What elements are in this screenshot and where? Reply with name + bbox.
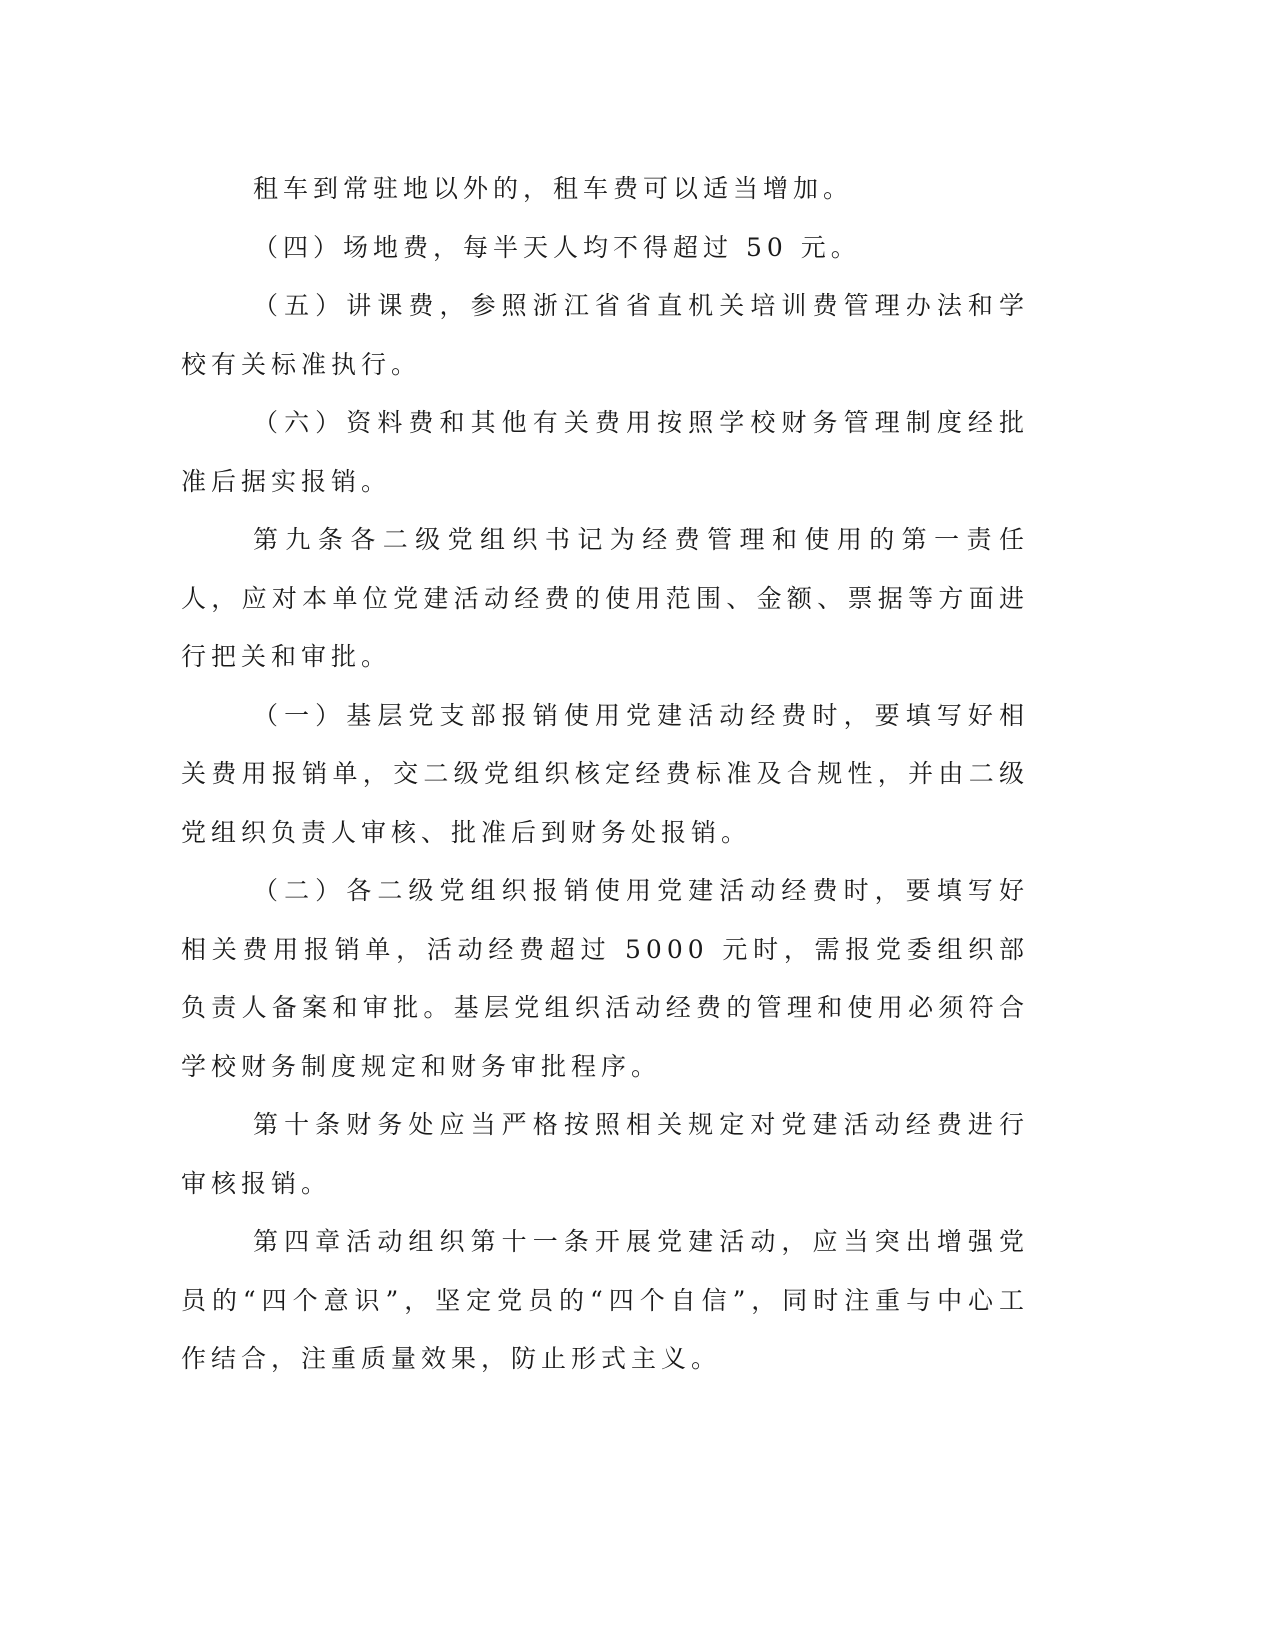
paragraph-chapter-4-article-11: 第四章活动组织第十一条开展党建活动，应当突出增强党员的“四个意识”，坚定党员的“四个自信”，同时注重与中心工作结合，注重质量效果，防止形式主义。 (181, 1227, 1029, 1373)
paragraph-secondary-reimbursement: （二）各二级党组织报销使用党建活动经费时，要填写好相关费用报销单，活动经费超过 5000 元时，需报党委组织部负责人备案和审批。基层党组织活动经费的管理和使用必须符合学校财务制度规定和财务审批程序。 (181, 876, 1029, 1081)
paragraph-branch-reimbursement: （一）基层党支部报销使用党建活动经费时，要填写好相关费用报销单，交二级党组织核定经费标准及合规性，并由二级党组织负责人审核、批准后到财务处报销。 (181, 700, 1029, 847)
paragraph-lecture-fee: （五）讲课费，参照浙江省省直机关培训费管理办法和学校有关标准执行。 (181, 291, 1029, 379)
paragraph-car-rental: 租车到常驻地以外的，租车费可以适当增加。 (253, 174, 854, 203)
paragraph-article-10: 第十条财务处应当严格按照相关规定对党建活动经费进行审核报销。 (181, 1110, 1029, 1198)
paragraph-venue-fee: （四）场地费，每半天人均不得超过 50 元。 (253, 232, 861, 262)
paragraph-article-9: 第九条各二级党组织书记为经费管理和使用的第一责任人，应对本单位党建活动经费的使用范围、金额、票据等方面进行把关和审批。 (181, 525, 1029, 671)
document-body (181, 160, 1029, 1389)
paragraph-materials-fee: （六）资料费和其他有关费用按照学校财务管理制度经批准后据实报销。 (181, 408, 1029, 496)
